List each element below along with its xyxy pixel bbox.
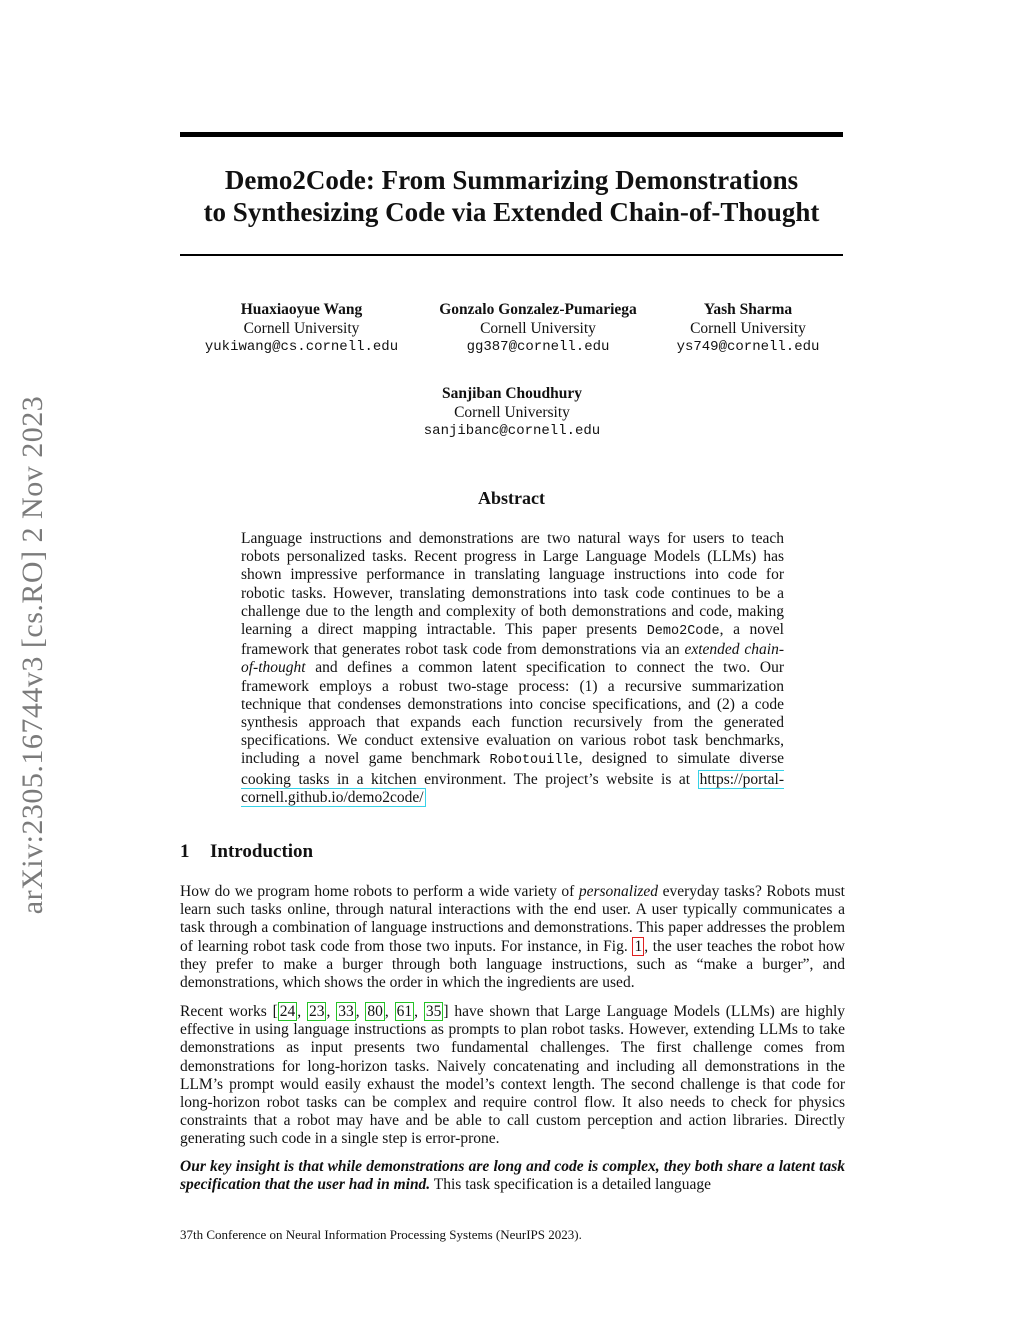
paper-title (180, 164, 843, 228)
intro-paragraph (180, 883, 845, 992)
figure-reference-link[interactable]: 1 (634, 937, 643, 955)
citation-link[interactable]: 35 (425, 1003, 442, 1020)
title-rule-bottom (180, 254, 843, 256)
author-email[interactable]: yukiwang@cs.cornell.edu (204, 339, 399, 355)
author-block (392, 384, 632, 441)
author-affiliation: Cornell University (454, 404, 570, 421)
method-name: Demo2Code (646, 624, 720, 640)
intro-paragraph: Recent works [ 24 , 23 , 33 , 80 , 61 , 35 ] have shown that Large Language Models (LLMs) are highly effective in using language instructions as prompts to plan robot tasks. However, extending LLMs to take demonstrations as input presents two fundamental challenges. The first challenge comes from demonstrations for long-horizon tasks. Naively concatenating and including all demonstrations in the LLM’s prompt would easily exhaust the model’s context length. The second challenge is that code for long-horizon robot tasks can be complex and require control flow. It also needs to check for physics constraints that a robot may have and be able to call custom perception and action libraries. Directly generating such code in a single step is error-prone. (180, 1003, 846, 1148)
paragraph-text: This task specification is a detailed language (430, 1176, 711, 1194)
project-website-link[interactable]: https://portal-cornell.github.io/demo2code/ (241, 770, 784, 806)
section-title: Introduction (210, 841, 314, 862)
author-affiliation: Cornell University (243, 320, 360, 337)
citation-link[interactable]: 61 (396, 1003, 413, 1020)
abstract-heading: Abstract (478, 488, 545, 508)
author-name: Sanjiban Choudhury (442, 385, 582, 402)
title-line-1: Demo2Code: From Summarizing Demonstrations (224, 165, 799, 195)
conference-footnote: 37th Conference on Neural Information Processing Systems (NeurIPS 2023). (180, 1227, 582, 1242)
citation-link[interactable]: 80 (367, 1003, 383, 1020)
paragraph-text: How do we program home robots to perform a wide variety of (180, 883, 579, 900)
abstract-text: and defines a common latent specification to connect the two. Our framework employs a robust two-stage process: (1) a recursive summarization technique that condenses demonstrations into concise specifications, and (2) a code synthesis approach that expands each function recursively from the generated specifications. We conduct extensive evaluation on various robot task benchmarks, including a novel game benchmark (241, 659, 784, 768)
author-email[interactable]: sanjibanc@cornell.edu (423, 423, 601, 439)
author-email[interactable]: gg387@cornell.edu (466, 339, 610, 355)
author-email[interactable]: ys749@cornell.edu (676, 339, 820, 355)
citation-link[interactable]: 24 (279, 1003, 296, 1020)
paragraph-text: ] have shown that Large Language Models (LLMs) are highly effective in using language instructions as prompts to plan robot tasks. However, extending LLMs to take demonstrations as input presents two fundamental challenges. The first challenge comes from demonstrations for long-horizon tasks. Naively concatenating and including all demonstrations in the LLM’s prompt would easily exhaust the model’s context length. The second challenge is that code for long-horizon robot tasks can be complex and require control flow. It also needs to check for physics constraints that a robot may have and be able to call custom perception and action libraries. Directly generating such code in a single step is error-prone. (180, 1003, 846, 1148)
paragraph-emphasis: personalized (578, 883, 659, 900)
author-name: Yash Sharma (703, 301, 793, 318)
paragraph-text: Recent works [ (180, 1003, 278, 1020)
abstract-text: , a novel framework that generates robot task code from demonstrations via an (241, 621, 784, 659)
author-block (180, 300, 423, 357)
author-name: Gonzalo Gonzalez-Pumariega (439, 301, 637, 318)
author-block (418, 300, 658, 357)
title-line-2: to Synthesizing Code via Extended Chain-of-Thought (203, 197, 820, 227)
author-affiliation: Cornell University (690, 320, 806, 337)
abstract-emphasis: extended chain-of-thought (241, 641, 784, 677)
paragraph-text: , the user teaches the robot how they prefer to make a burger through both language instructions, such as “make a burger”, and demonstrations, which shows the order in which the ingredients are used. (180, 937, 845, 992)
abstract-text: Language instructions and demonstrations are two natural ways for users to teach robots personalized tasks. Recent progress in Large Language Models (LLMs) has shown impressive performance in translating language instructions into code for robotic tasks. However, translating demonstrations into task code continues to be a challenge due to the length and complexity of both demonstrations and code, making learning a direct mapping intractable. This paper presents (241, 530, 784, 639)
benchmark-name: Robotouille (489, 753, 579, 769)
author-affiliation: Cornell University (480, 320, 596, 337)
author-name: Huaxiaoyue Wang (240, 301, 363, 318)
paragraph-text: everyday tasks? Robots must learn such tasks online, through natural interactions with the end user. A user typically communicates a task through a combination of language instructions and demonstrations. This paper addresses the problem of learning robot task code from those two inputs. For instance, in Fig. (180, 883, 845, 955)
section-number: 1 (180, 841, 190, 862)
abstract-text: , designed to simulate diverse cooking tasks in a kitchen environment. The project’s website is at (241, 750, 784, 788)
abstract-body (241, 530, 784, 807)
author-block (663, 300, 833, 357)
citation-link[interactable]: 33 (338, 1003, 354, 1020)
citation-link[interactable]: 23 (308, 1003, 325, 1020)
section-heading (180, 841, 313, 863)
title-rule-top (180, 132, 843, 137)
arxiv-id: arXiv:2305.16744v3 [cs.RO] 2 Nov 2023 (16, 395, 49, 915)
key-insight: Our key insight is that while demonstrations are long and code is complex, they both share a latent task specification that the user had in mind. (180, 1158, 845, 1194)
intro-paragraph (180, 1158, 845, 1194)
arxiv-sidebar (12, 355, 54, 955)
